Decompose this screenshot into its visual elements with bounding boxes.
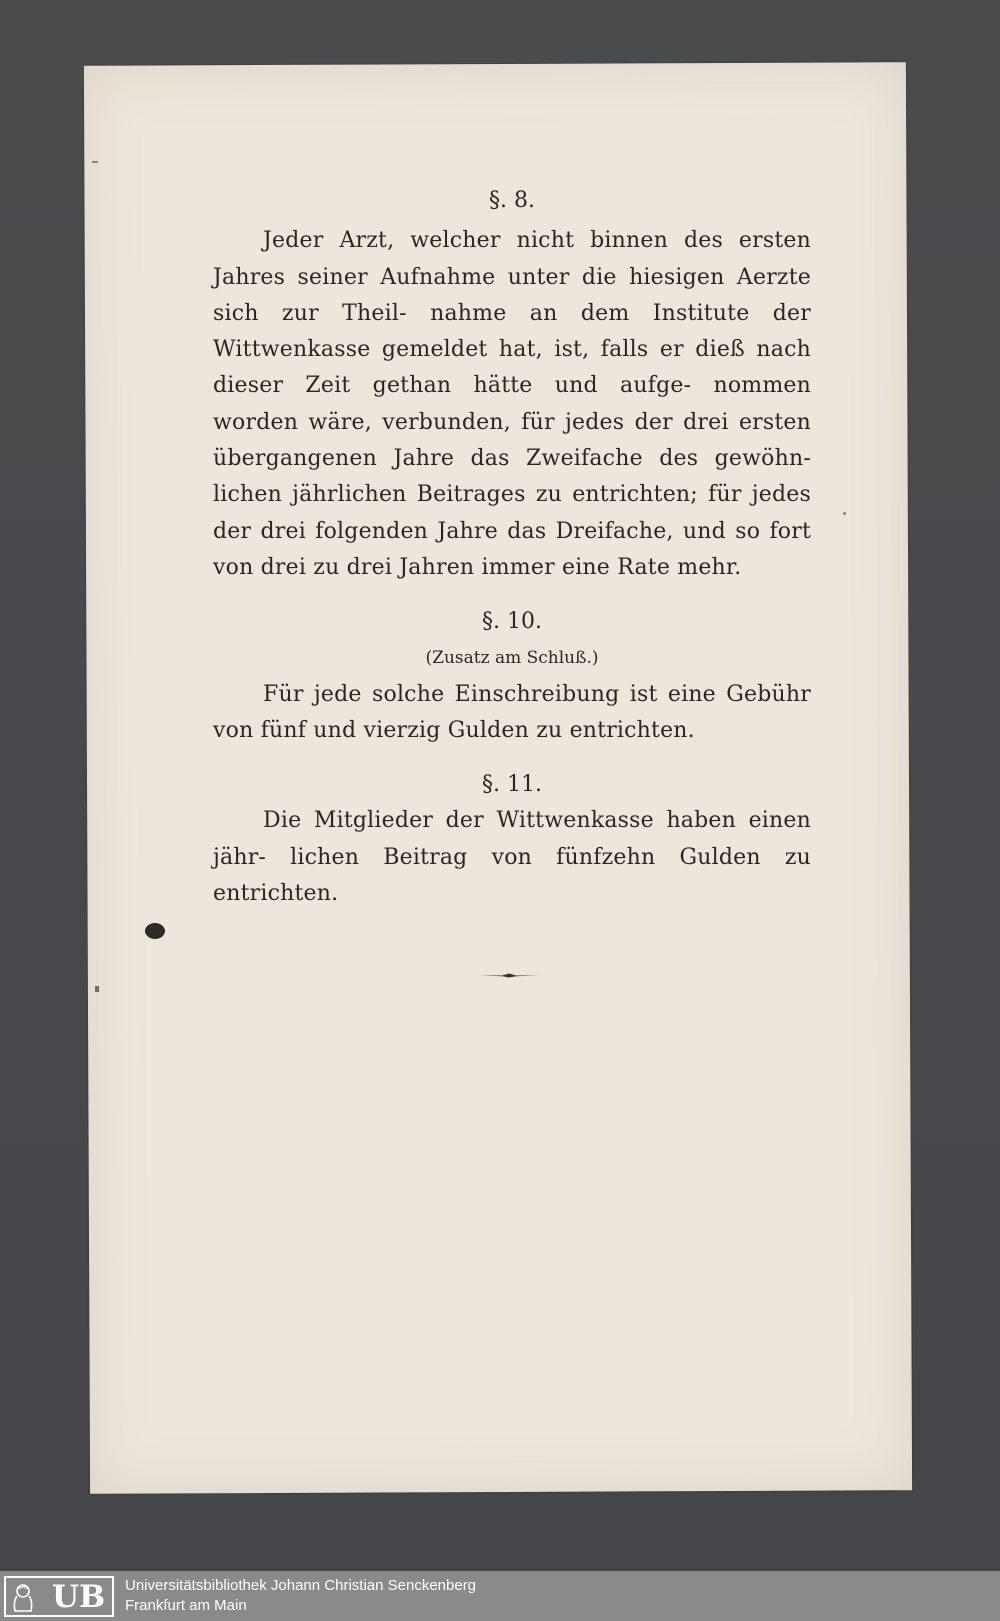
library-name[interactable]: [125, 1576, 476, 1616]
paper-mark: [843, 512, 846, 515]
library-footer: [0, 1571, 1000, 1621]
ink-stain: [145, 923, 165, 939]
paper-mark: [92, 161, 98, 163]
section-10-text: Für jede solche Einschreibung ist eine Gebühr von fünf und vierzig Gulden zu entrichten.: [213, 681, 811, 743]
library-name-line-1: Universitätsbibliothek Johann Christian Senckenberg: [125, 1577, 477, 1594]
section-8-heading: §. 8.: [489, 188, 535, 213]
library-name-line-2: Frankfurt am Main: [125, 1597, 247, 1614]
document-text: [213, 183, 811, 912]
end-ornament: [480, 973, 538, 978]
paper-mark: [95, 986, 99, 992]
section-11-text: Die Mitglieder der Wittwenkasse haben einen jähr- lichen Beitrag von fünfzehn Gulden zu entrichten.: [213, 808, 811, 907]
ub-logo-text: UB: [52, 1579, 106, 1615]
library-bust-logo: [12, 1582, 34, 1612]
section-10-subheading: (Zusatz am Schluß.): [425, 647, 599, 668]
section-11-heading: §. 11.: [482, 772, 542, 798]
ub-logo[interactable]: [4, 1576, 114, 1617]
section-10-heading: §. 10.: [482, 609, 542, 635]
section-8-text: Jeder Arzt, welcher nicht binnen des ersten Jahres seiner Aufnahme unter die hiesigen Aerzte sich zur Theil- nahme an dem Institute der Wittwenkasse gemeldet hat, ist, falls er dieß nach dieser Zeit gethan hätte und aufge- nommen worden wäre, verbunden, für jedes der drei ersten übergangenen Jahre das Zweifache des gewöhn- lichen jährlichen Beitrages zu entrichten; für jedes der drei folgenden Jahre das Dreifache, und so fort von drei zu drei Jahren immer eine Rate mehr.: [213, 228, 811, 580]
